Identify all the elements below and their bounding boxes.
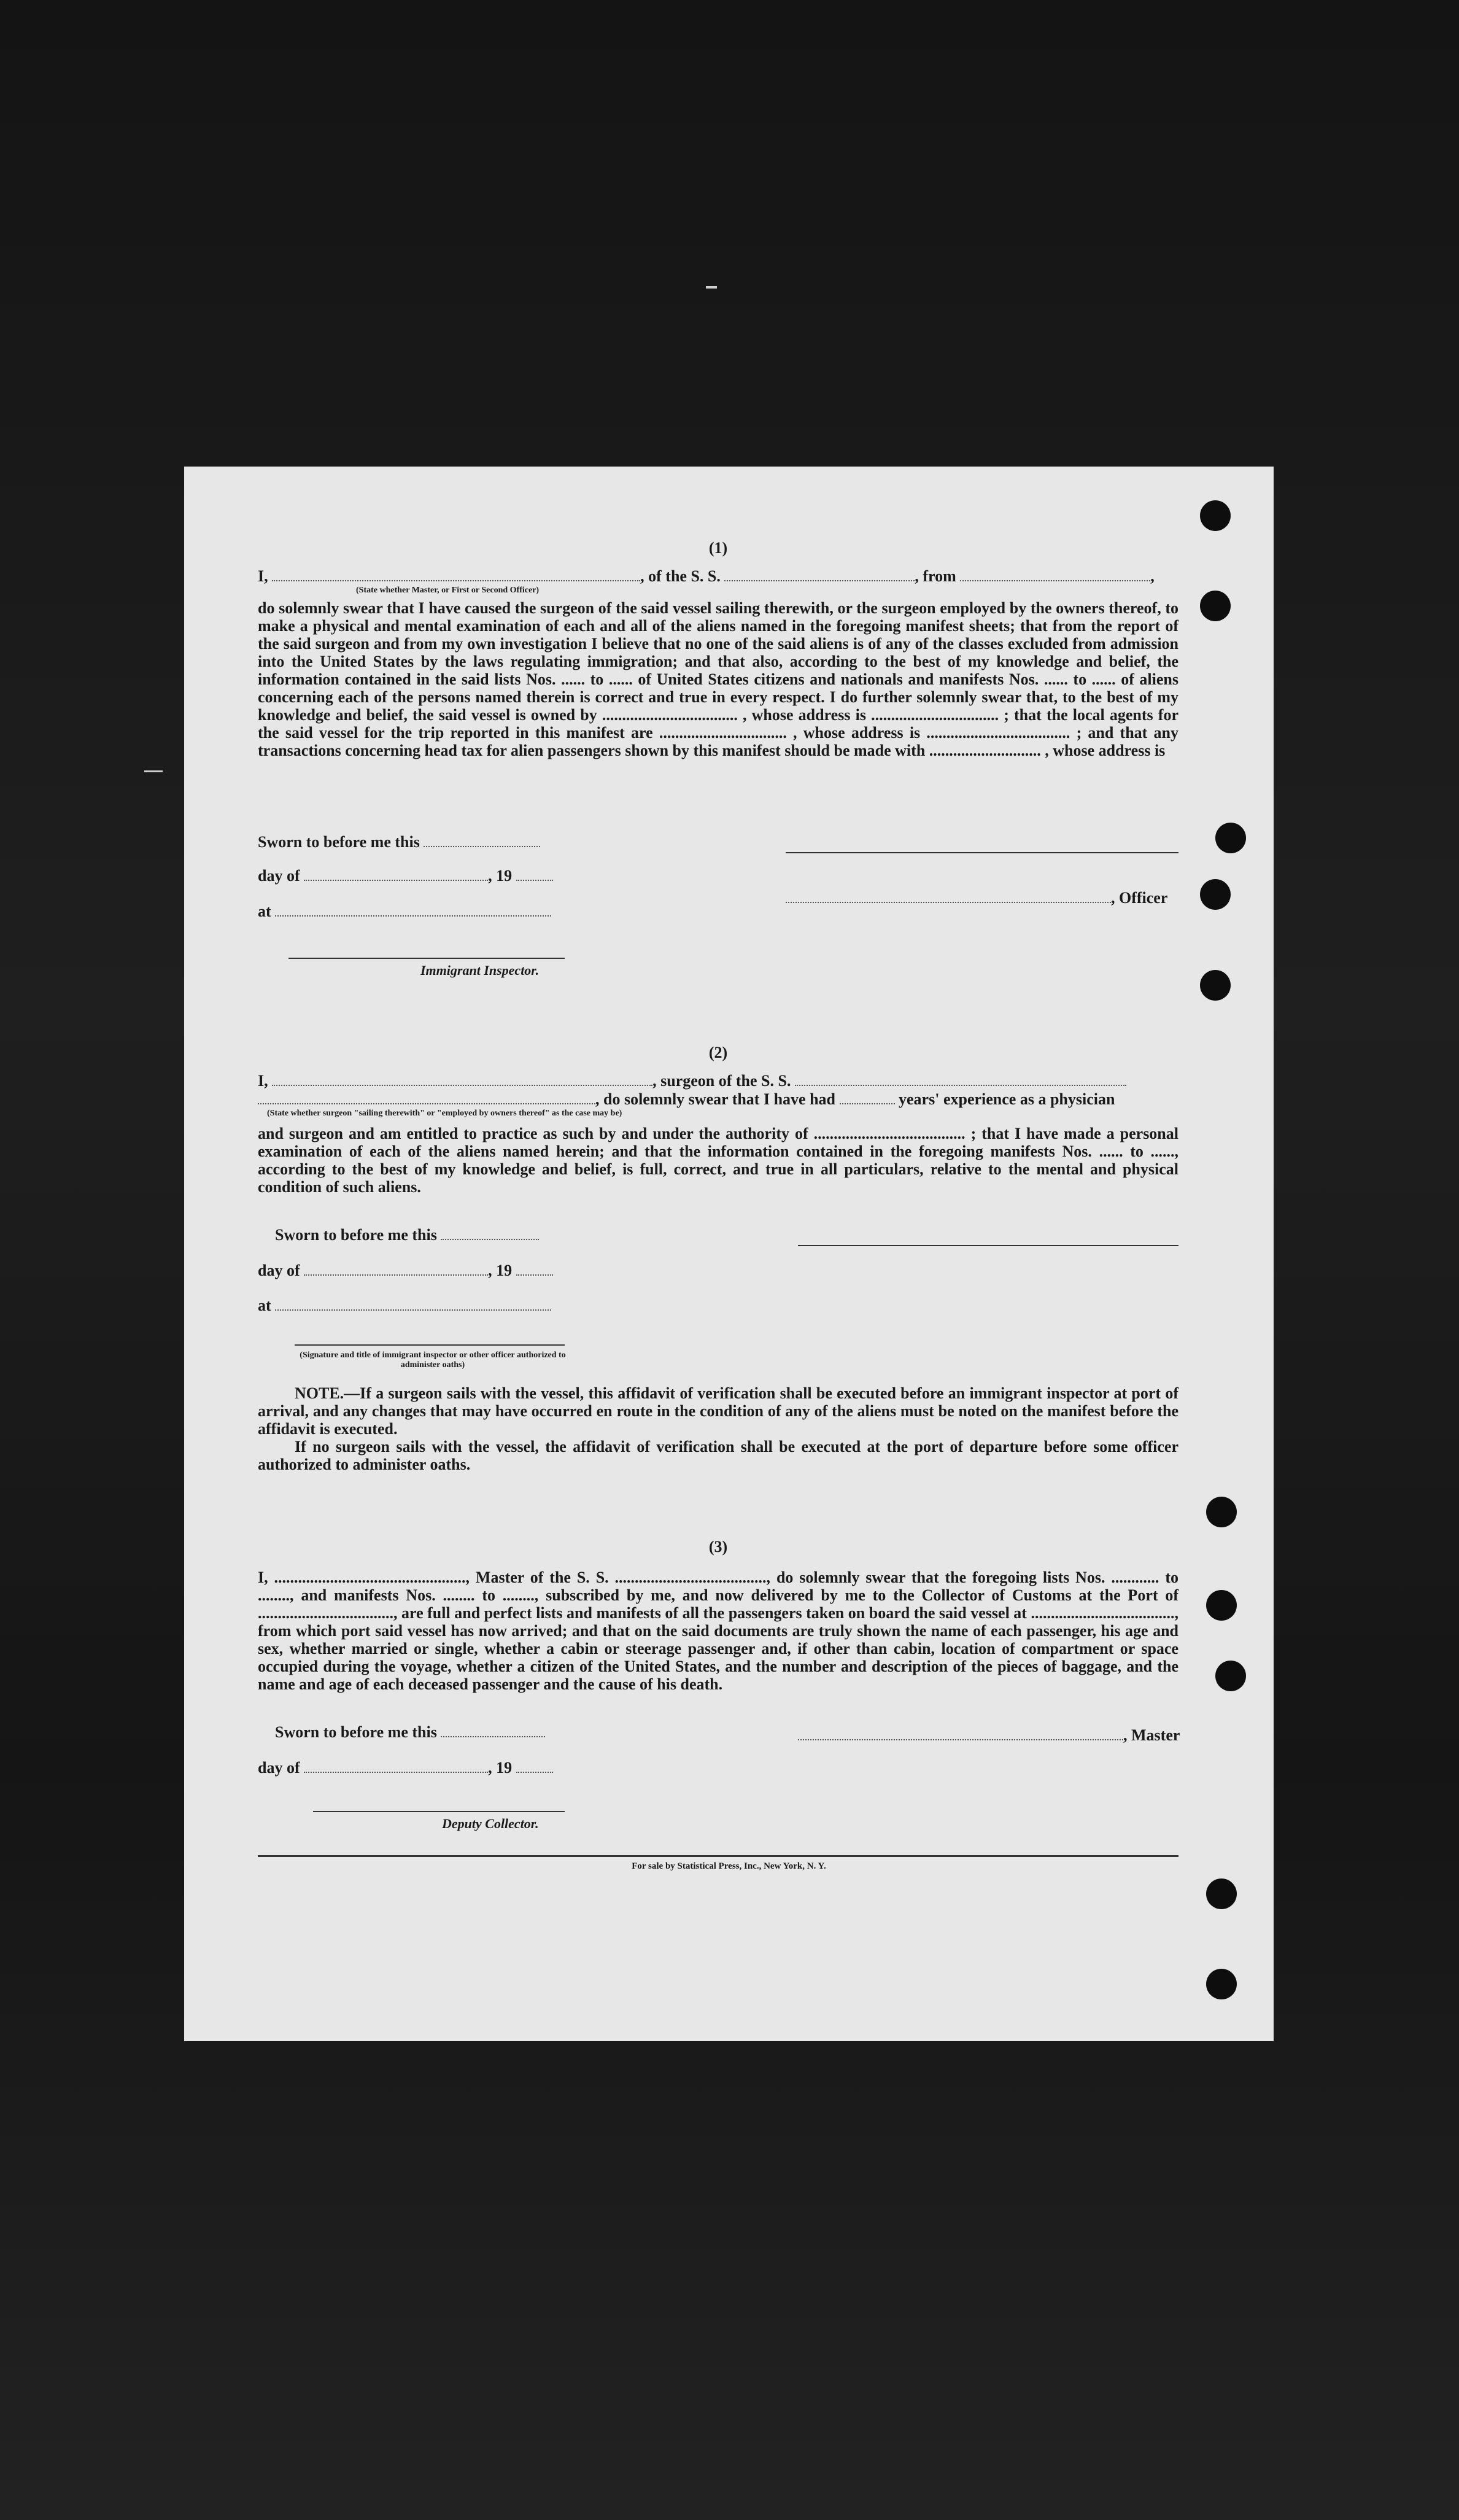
punch-hole	[1200, 500, 1231, 531]
section-3	[258, 1538, 1178, 1693]
sworn-line-2	[275, 1226, 539, 1244]
manifest-affidavit-page	[184, 467, 1274, 2041]
label-day-of: day of	[258, 867, 300, 885]
years-field[interactable]	[840, 1092, 895, 1104]
note-block	[258, 1384, 1178, 1473]
section-number: (2)	[708, 1044, 728, 1061]
signature-note: (Signature and title of immigrant inspector or other officer authorized to administer oaths)	[300, 1351, 566, 1370]
section-2	[258, 1044, 1178, 1196]
sworn-line-3	[275, 1723, 545, 1742]
label-day-of: day of	[258, 1262, 300, 1279]
ship-name-field[interactable]	[724, 569, 915, 581]
at-line-2	[258, 1297, 551, 1315]
day-of-line-1	[258, 867, 553, 885]
inspector-label: Immigrant Inspector.	[420, 963, 540, 978]
month-field[interactable]	[304, 1263, 488, 1276]
printer-footer: For sale by Statistical Press, Inc., New York, N. Y.	[632, 1861, 826, 1871]
label-at: at	[258, 902, 271, 920]
label-officer: , Officer	[1111, 889, 1168, 907]
label-surgeon-of: , surgeon of the S. S.	[652, 1072, 791, 1090]
punch-hole	[1215, 1661, 1246, 1691]
footer-rule	[258, 1855, 1178, 1857]
label-swear: , do solemnly swear that I have had	[595, 1090, 836, 1108]
surgeon-oath-line	[258, 1072, 1178, 1090]
signature-rule	[786, 852, 1178, 853]
year-field[interactable]	[516, 1761, 553, 1773]
label-19: , 19	[488, 1759, 513, 1777]
label-sworn: Sworn to before me this	[275, 1226, 437, 1244]
punch-hole	[1206, 1497, 1237, 1527]
surgeon-name-field[interactable]	[272, 1074, 652, 1086]
label-from: , from	[915, 567, 956, 585]
note-paragraph-2: If no surgeon sails with the vessel, the affidavit of verification shall be executed at the port of departure before some officer authorized to administer oaths.	[258, 1438, 1178, 1473]
month-field[interactable]	[304, 1761, 488, 1773]
label-at: at	[258, 1297, 271, 1314]
master-arrival-oath-text: I, ................................................, Master of the S. S. ......................................, do solemnly swear that the foregoing lists Nos. ............ to ........, and manifests Nos. ........ to ........, subscribed by me, and now delivered by me to the Collector of Customs at the Port of .................................., are full and perfect lists and manifests of all the passengers taken on board the said vessel at ...................................., from which port said vessel has now arrived; and that on the said documents are truly shown the name of each passenger, his age and sex, whether married or single, whether a cabin or steerage passenger and, if other than cabin, location of compartment or space occupied during the voyage, whether a citizen of the United States, and the number and description of the pieces of baggage, and the name and age of each deceased passenger and the cause of his death.	[258, 1568, 1178, 1693]
signature-rule	[295, 1344, 565, 1346]
punch-hole	[1206, 1878, 1237, 1909]
day-of-line-2	[258, 1262, 553, 1280]
surgeon-signature-rule[interactable]	[798, 1245, 1178, 1246]
punch-hole	[1215, 823, 1246, 853]
label-i: I,	[258, 1072, 268, 1090]
port-from-field[interactable]	[960, 569, 1150, 581]
signature-rule	[313, 1811, 565, 1812]
punch-hole	[1200, 970, 1231, 1001]
label-19: , 19	[488, 1262, 513, 1279]
section-number: (1)	[708, 539, 728, 557]
surgeon-note: (State whether surgeon "sailing therewith" or "employed by owners thereof" as the case may be)	[267, 1109, 622, 1118]
sworn-date-field[interactable]	[424, 835, 540, 847]
section-number: (3)	[708, 1538, 728, 1556]
label-master: , Master	[1123, 1726, 1180, 1744]
surgeon-status-field[interactable]	[258, 1092, 595, 1104]
officer-note: (State whether Master, or First or Second Officer)	[356, 586, 540, 595]
year-field[interactable]	[516, 1263, 553, 1276]
label-of-ss: , of the S. S.	[640, 567, 721, 585]
label-years: years' experience as a physician	[899, 1090, 1115, 1108]
day-of-line-3	[258, 1759, 553, 1777]
surgeon-years-line	[258, 1090, 1178, 1109]
master-oath-text: do solemnly swear that I have caused the surgeon of the said vessel sailing therewith, or the surgeon employed by the owners thereof, to make a physical and mental examination of each and all of the aliens named in the foregoing manifest sheets; that from the report of the said surgeon and from my own investigation I believe that no one of the said aliens is of any of the classes excluded from admission into the United States by the laws regulating immigration; and that also, according to the best of my knowledge and belief, the information contained in the said lists Nos. ...... to ...... of United States citizens and nationals and manifests Nos. ...... to ...... of aliens concerning each of the persons named therein is correct and true in every respect. I do further solemnly swear that, to the best of my knowledge and belief, the said vessel is owned by .................................. , whose address is ................................ ; that the local agents for the said vessel for the trip reported in this manifest are ................................ , whose address is .................................... ; and that any transactions concerning head tax for alien passengers shown by this manifest should be made with ............................ , whose address is	[258, 599, 1178, 759]
master-signature-field[interactable]	[798, 1728, 1123, 1740]
film-speck	[144, 770, 163, 772]
punch-hole	[1206, 1590, 1237, 1621]
sworn-line-1	[258, 833, 540, 851]
note-paragraph-1: NOTE.—If a surgeon sails with the vessel, this affidavit of verification shall be executed before an immigrant inspector at port of arrival, and any changes that may have occurred en route in the condition of any of the aliens must be noted on the manifest before the affidavit is executed.	[258, 1384, 1178, 1438]
deputy-collector-label: Deputy Collector.	[442, 1816, 539, 1831]
punch-hole	[1200, 591, 1231, 621]
section-1	[258, 539, 1178, 759]
officer-name-field[interactable]	[272, 569, 640, 581]
place-field[interactable]	[275, 1298, 551, 1311]
officer-signature-line	[786, 889, 1167, 907]
year-field[interactable]	[516, 869, 553, 881]
punch-hole	[1206, 1969, 1237, 1999]
ship-name-field[interactable]	[795, 1074, 1126, 1086]
film-speck	[706, 286, 717, 289]
sworn-date-field[interactable]	[441, 1228, 539, 1240]
officer-signature-field[interactable]	[786, 891, 1111, 903]
label-day-of: day of	[258, 1759, 300, 1777]
punch-hole	[1200, 879, 1231, 910]
label-sworn: Sworn to before me this	[275, 1723, 437, 1741]
label-sworn: Sworn to before me this	[258, 833, 420, 851]
at-line-1	[258, 902, 551, 921]
place-field[interactable]	[275, 904, 551, 917]
master-signature-line	[798, 1726, 1180, 1745]
label-19: , 19	[488, 867, 513, 885]
surgeon-oath-text: and surgeon and am entitled to practice as such by and under the authority of ...................................... ; that I have made a personal examination of each of the aliens named herein; and that the information contained in the foregoing manifests Nos. ...... to ......, according to the best of my knowledge and belief, is full, correct, and true in all particulars, relative to the mental and physical condition of such aliens.	[258, 1125, 1178, 1196]
label-i: I,	[258, 567, 268, 585]
sworn-date-field[interactable]	[441, 1725, 545, 1737]
master-oath-line: I, , of the S. S. , from ,	[258, 567, 1155, 585]
signature-rule	[288, 958, 565, 959]
month-field[interactable]	[304, 869, 488, 881]
